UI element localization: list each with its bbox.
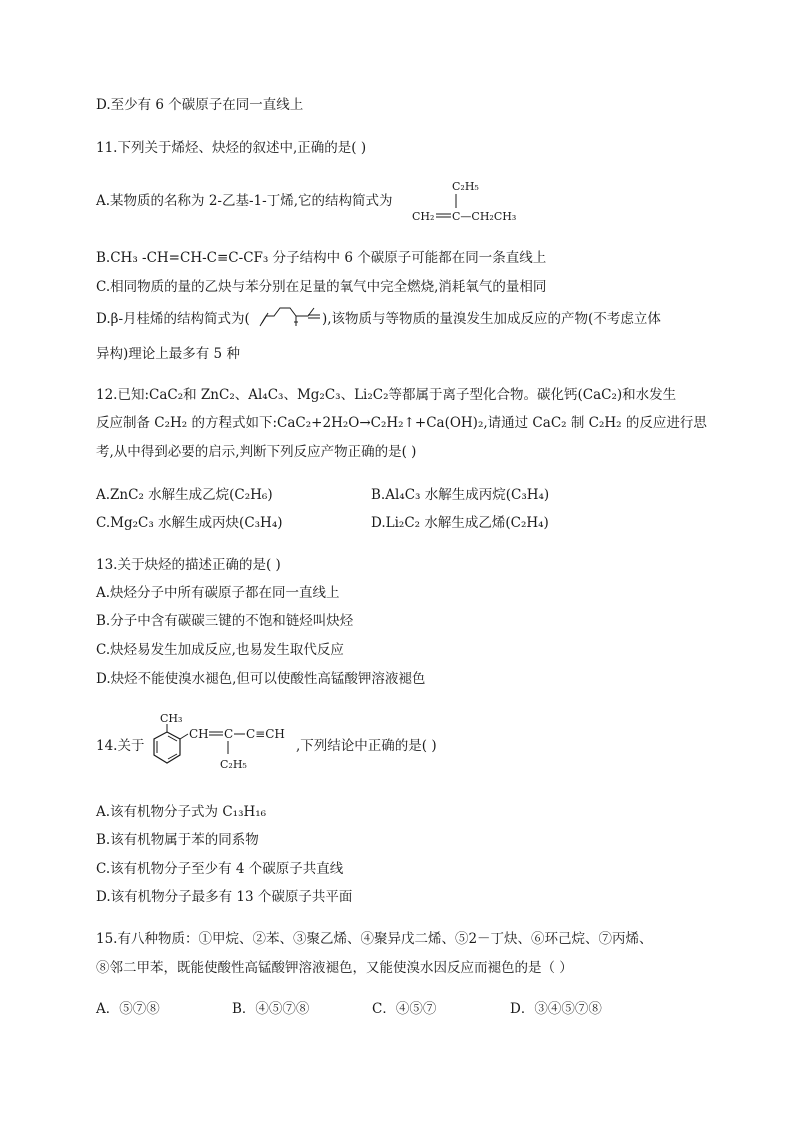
q13-option-d: D.炔烃不能使溴水褪色,但可以使酸性高锰酸钾溶液褪色: [96, 671, 426, 687]
q10-option-d: D.至少有 6 个碳原子在同一直线上: [96, 97, 304, 113]
q15-stem-line1: 15.有八种物质：①甲烷、②苯、③聚乙烯、④聚异戊二烯、⑤2－丁炔、⑥环己烷、⑦丙烯、: [96, 931, 653, 947]
q15-option-d: D．③④⑤⑦⑧: [510, 1001, 602, 1017]
q15-option-c: C．④⑤⑦: [372, 1001, 437, 1017]
struct-label-ch2: CH₂: [412, 210, 435, 223]
struct-label-cch: C≡CH: [246, 727, 285, 741]
q11-option-a: A.某物质的名称为 2-乙基-1-丁烯,它的结构简式为: [96, 193, 393, 209]
q12-option-d: D.Li₂C₂ 水解生成乙烯(C₂H₄): [371, 515, 549, 531]
q14-structure: [142, 708, 302, 774]
struct-label-c2h5: C₂H₅: [220, 758, 247, 771]
q14-stem-post: ,下列结论中正确的是( ): [296, 738, 437, 754]
q15-stem-line2: ⑧邻二甲苯，既能使酸性高锰酸钾溶液褪色，又能使溴水因反应而褪色的是（ ）: [96, 960, 573, 976]
q12-option-b: B.Al₄C₃ 水解生成丙烷(C₃H₄): [371, 487, 550, 503]
q11-option-d-pre: D.β-月桂烯的结构简式为(: [96, 311, 250, 327]
struct-label-ch3: CH₃: [160, 712, 183, 725]
struct-label-c: C: [224, 727, 234, 741]
q11-stem: 11.下列关于烯烃、炔烃的叙述中,正确的是( ): [96, 140, 367, 156]
q11-option-d-post: ),该物质与等物质的量溴发生加成反应的产物(不考虑立体: [322, 311, 661, 327]
struct-label-c2h5: C₂H₅: [452, 180, 479, 193]
myrcene-structure: [258, 302, 322, 332]
q11-option-a-structure: [408, 176, 538, 226]
q14-option-c: C.该有机物分子至少有 4 个碳原子共直线: [96, 861, 344, 877]
q12-stem-line1: 12.已知:CaC₂和 ZnC₂、Al₄C₃、Mg₂C₃、Li₂C₂等都属于离子型化合物。碳化钙(CaC₂)和水发生: [96, 387, 677, 403]
q14-option-b: B.该有机物属于苯的同系物: [96, 832, 259, 848]
q12-stem-line3: 考,从中得到必要的启示,判断下列反应产物正确的是( ): [96, 444, 417, 460]
q12-option-c: C.Mg₂C₃ 水解生成丙炔(C₃H₄): [96, 515, 283, 531]
q13-option-c: C.炔烃易发生加成反应,也易发生取代反应: [96, 642, 344, 658]
q15-option-a: A．⑤⑦⑧: [96, 1001, 160, 1017]
q11-option-c: C.相同物质的量的乙炔与苯分别在足量的氧气中完全燃烧,消耗氧气的量相同: [96, 279, 547, 295]
q14-option-d: D.该有机物分子最多有 13 个碳原子共平面: [96, 889, 353, 905]
struct-label-c-chain: C—CH₂CH₃: [452, 210, 517, 223]
q11-option-b: B.CH₃ -CH=CH-C≡C-CF₃ 分子结构中 6 个碳原子可能都在同一条直线上: [96, 250, 547, 266]
q12-stem-line2: 反应制备 C₂H₂ 的方程式如下:CaC₂+2H₂O→C₂H₂↑+Ca(OH)₂,请通过 CaC₂ 制 C₂H₂ 的反应进行思: [96, 415, 707, 431]
q11-option-d-cont: 异构)理论上最多有 5 种: [96, 346, 240, 362]
q13-stem: 13.关于炔烃的描述正确的是( ): [96, 557, 281, 573]
q14-stem-pre: 14.关于: [96, 738, 145, 754]
struct-label-ch: CH: [189, 727, 209, 741]
q15-option-b: B．④⑤⑦⑧: [232, 1001, 310, 1017]
q14-option-a: A.该有机物分子式为 C₁₃H₁₆: [96, 804, 267, 820]
q13-option-a: A.炔烃分子中所有碳原子都在同一直线上: [96, 585, 340, 601]
q13-option-b: B.分子中含有碳碳三键的不饱和链烃叫炔烃: [96, 613, 354, 629]
q12-option-a: A.ZnC₂ 水解生成乙烷(C₂H₆): [96, 487, 273, 503]
